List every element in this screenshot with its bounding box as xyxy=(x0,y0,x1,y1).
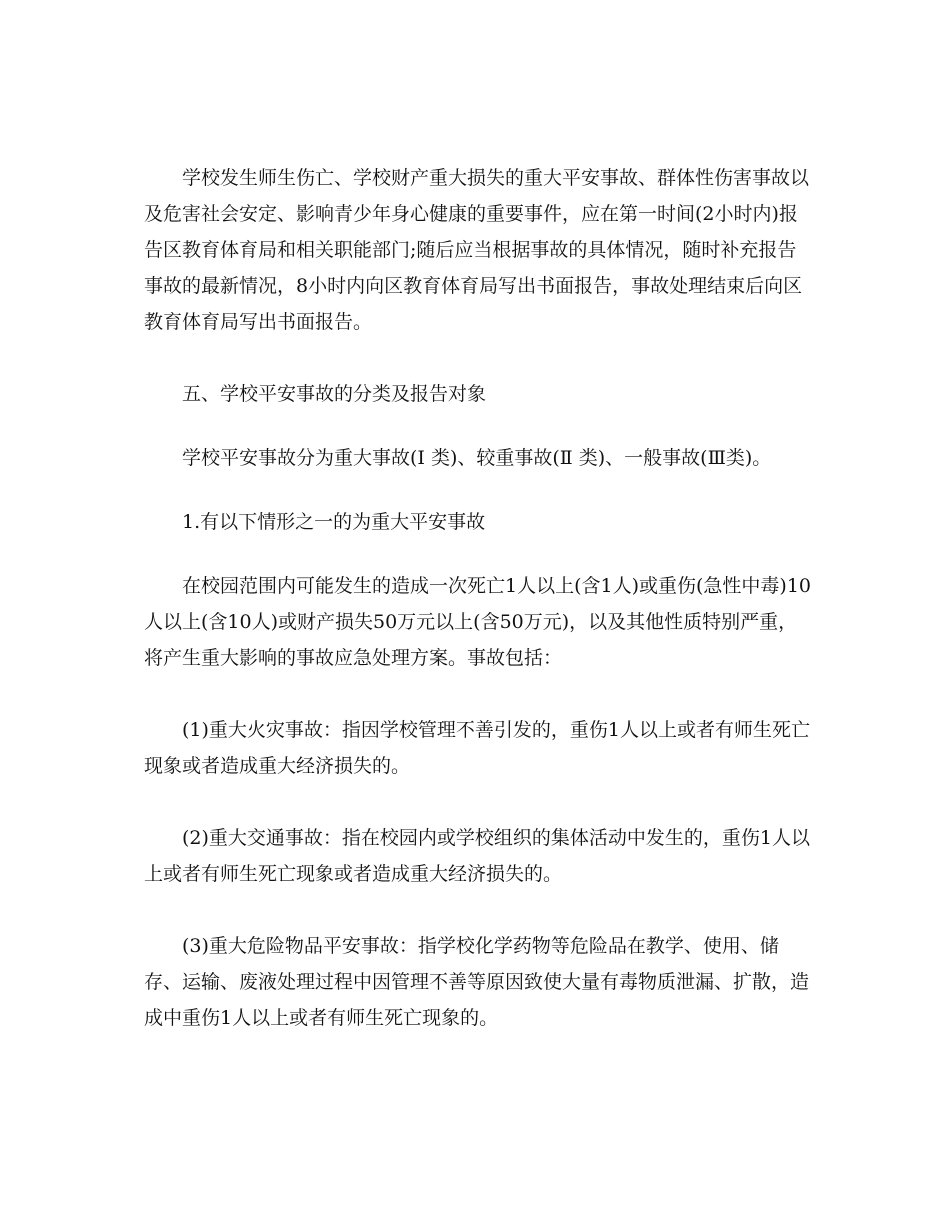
list-item-traffic-accident: (2)重大交通事故：指在校园内或学校组织的集体活动中发生的，重伤1人以上或者有师生死亡现象或者造成重大经济损失的。 xyxy=(144,827,811,885)
paragraph-major-accident-definition: 在校园范围内可能发生的造成一次死亡1人以上(含1人)或重伤(急性中毒)10人以上(含10人)或财产损失50万元以上(含50万元)，以及其他性质特别严重，将产生重大影响的事故应急处理方案。事故包括： xyxy=(144,575,812,669)
subheading-major-accident: 1.有以下情形之一的为重大平安事故 xyxy=(182,511,486,533)
list-item-hazardous-materials-accident: (3)重大危险物品平安事故：指学校化学药物等危险品在教学、使用、储存、运输、废液处理过程中因管理不善等原因致使大量有毒物质泄漏、扩散，造成中重伤1人以上或者有师生死亡现象的。 xyxy=(144,935,810,1029)
list-item-fire-accident: (1)重大火灾事故：指因学校管理不善引发的，重伤1人以上或者有师生死亡现象或者造成重大经济损失的。 xyxy=(144,719,811,777)
paragraph-report-requirement: 学校发生师生伤亡、学校财产重大损失的重大平安事故、群体性伤害事故以及危害社会安定、影响青少年身心健康的重要事件，应在第一时间(2小时内)报告区教育体育局和相关职能部门;随后应当根据事故的具体情况，随时补充报告事故的最新情况，8小时内向区教育体育局写出书面报告，事故处理结束后向区教育体育局写出书面报告。 xyxy=(144,167,810,333)
paragraph-classification: 学校平安事故分为重大事故(Ⅰ 类)、较重事故(Ⅱ 类)、一般事故(Ⅲ类)。 xyxy=(182,447,772,469)
document-body xyxy=(144,160,812,1036)
section-heading-classification: 五、学校平安事故的分类及报告对象 xyxy=(182,383,487,405)
